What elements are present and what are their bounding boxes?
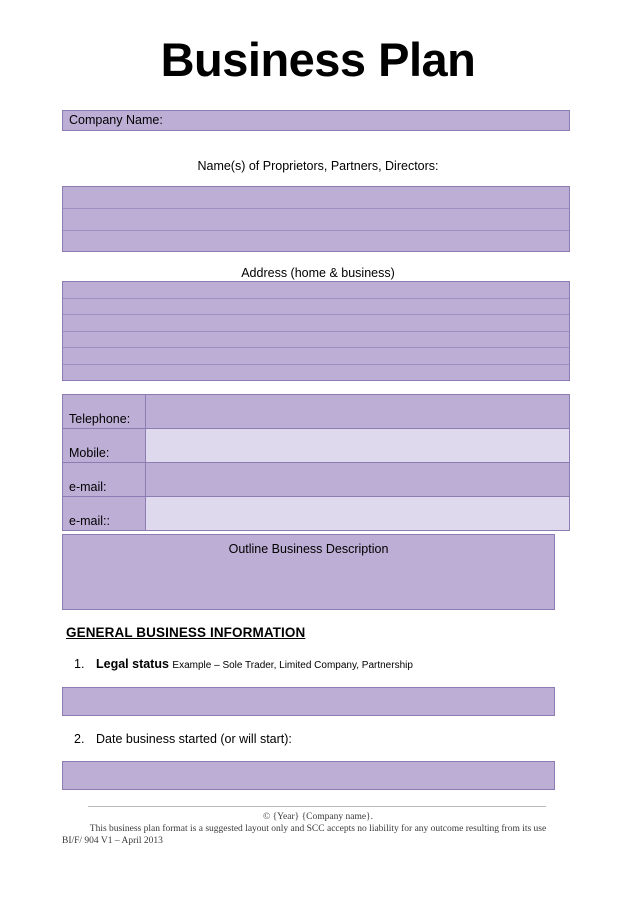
outline-business-description-heading: Outline Business Description: [228, 542, 389, 556]
company-name-label: Company Name:: [69, 113, 163, 128]
address-input-block[interactable]: [62, 281, 570, 381]
address-row[interactable]: [63, 315, 569, 332]
proprietors-row[interactable]: [63, 209, 569, 231]
address-row[interactable]: [63, 332, 569, 349]
item-label: Date business started (or will start):: [96, 732, 292, 746]
telephone-label: Telephone:: [63, 395, 146, 429]
mobile-label: Mobile:: [63, 429, 146, 463]
table-row: [63, 429, 570, 463]
table-row: [63, 497, 570, 531]
mobile-field[interactable]: [146, 429, 570, 463]
email-1-field[interactable]: [146, 463, 570, 497]
address-row[interactable]: [63, 365, 569, 382]
proprietors-input-block[interactable]: [62, 186, 570, 252]
address-row[interactable]: [63, 282, 569, 299]
email-2-field[interactable]: [146, 497, 570, 531]
table-row: [63, 463, 570, 497]
footer-disclaimer: This business plan format is a suggested layout only and SCC accepts no liability for any outcome resulting from its use: [89, 824, 547, 834]
footer-copyright: © {Year} {Company name}.: [263, 812, 373, 822]
company-name-field[interactable]: [62, 110, 570, 131]
address-caption: Address (home & business): [241, 266, 395, 280]
general-business-information-heading: GENERAL BUSINESS INFORMATION: [66, 625, 306, 640]
item-example-text: Example – Sole Trader, Limited Company, Partnership: [172, 660, 413, 671]
item-number: 1.: [74, 657, 85, 671]
footer-divider: [88, 806, 546, 807]
email-1-label: e-mail:: [63, 463, 146, 497]
item-label: Legal status: [96, 657, 169, 671]
address-row[interactable]: [63, 299, 569, 316]
proprietors-row[interactable]: [63, 231, 569, 253]
email-2-label: e-mail::: [63, 497, 146, 531]
proprietors-row[interactable]: [63, 187, 569, 209]
item-number: 2.: [74, 732, 85, 746]
table-row: [63, 395, 570, 429]
page-title: Business Plan: [160, 33, 476, 86]
contact-details-table: [62, 394, 570, 531]
address-row[interactable]: [63, 348, 569, 365]
proprietors-caption: Name(s) of Proprietors, Partners, Directors:: [197, 159, 439, 173]
date-started-answer-field[interactable]: [62, 761, 555, 790]
footer-reference-code: BI/F/ 904 V1 – April 2013: [62, 836, 163, 846]
telephone-field[interactable]: [146, 395, 570, 429]
outline-business-description-field[interactable]: [62, 534, 555, 610]
list-item: [74, 732, 292, 746]
legal-status-answer-field[interactable]: [62, 687, 555, 716]
list-item: [74, 657, 413, 671]
